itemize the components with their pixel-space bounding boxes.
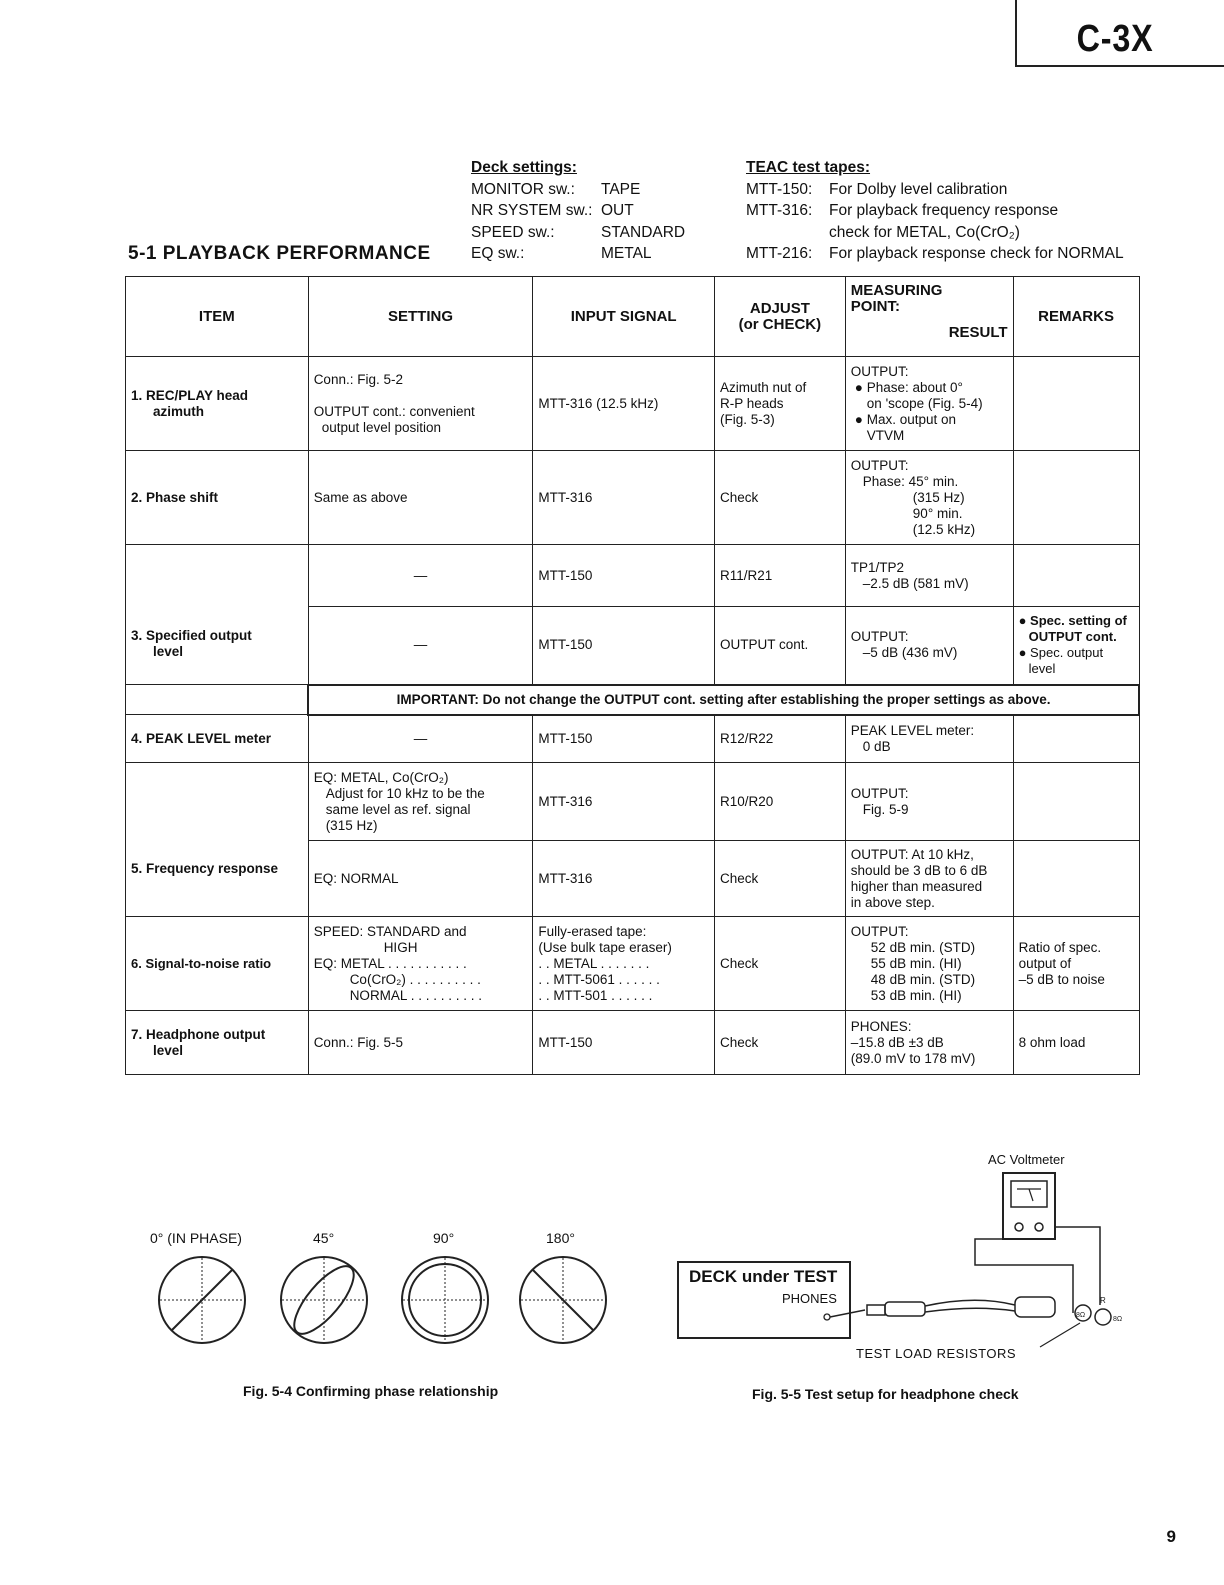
adjust-cell: R10/R20	[714, 763, 845, 841]
deck-under-test-label: DECK under TEST	[689, 1267, 838, 1286]
table-row	[126, 763, 1140, 841]
important-note: IMPORTANT: Do not change the OUTPUT cont. setting after establishing the proper settings as above.	[308, 685, 1139, 715]
adjust-cell: Check	[714, 841, 845, 917]
header-item: ITEM	[126, 277, 309, 357]
deck-setting-row: SPEED sw.: STANDARD	[471, 223, 686, 241]
fig-5-5-caption: Fig. 5-5 Test setup for headphone check	[752, 1386, 1019, 1402]
important-row	[126, 685, 1140, 715]
scope-180-deg	[520, 1257, 606, 1343]
measuring-cell: PHONES: –15.8 dB ±3 dB (89.0 mV to 178 mV)	[845, 1011, 1013, 1075]
adjust-cell: Check	[714, 917, 845, 1011]
test-tape-row: MTT-150: For Dolby level calibration	[746, 180, 1008, 198]
item-cell: 5. Frequency response	[126, 763, 309, 917]
playback-performance-table	[125, 276, 1140, 1075]
input-cell: MTT-316	[533, 841, 715, 917]
input-cell: MTT-150	[533, 607, 715, 685]
item-cell: 1. REC/PLAY head azimuth	[126, 357, 309, 451]
table-row	[126, 451, 1140, 545]
measuring-cell: OUTPUT: Fig. 5-9	[845, 763, 1013, 841]
fig-5-4-caption: Fig. 5-4 Confirming phase relationship	[243, 1383, 499, 1399]
setting-cell: EQ: METAL, Co(CrO₂) Adjust for 10 kHz to be the same level as ref. signal (315 Hz)	[308, 763, 533, 841]
table-row	[126, 1011, 1140, 1075]
adjust-cell: Check	[714, 1011, 845, 1075]
table-row	[126, 715, 1140, 763]
setting-cell: —	[308, 545, 533, 607]
adjust-cell: R11/R21	[714, 545, 845, 607]
resistor-r-label: R	[1100, 1296, 1106, 1305]
measuring-cell: OUTPUT: ● Phase: about 0° on 'scope (Fig. 5-4) ● Max. output on VTVM	[845, 357, 1013, 451]
phase-label-90: 90°	[433, 1230, 455, 1246]
remarks-cell	[1013, 451, 1139, 545]
test-tape-row: check for METAL, Co(CrO₂)	[829, 223, 1020, 241]
setting-cell: —	[308, 715, 533, 763]
deck-setting-row: MONITOR sw.: TAPE	[471, 180, 641, 198]
phase-label-45: 45°	[313, 1230, 335, 1246]
section-title: 5-1 PLAYBACK PERFORMANCE	[128, 243, 431, 264]
header-measuring: MEASURING POINT: RESULT	[845, 277, 1013, 357]
header-adjust: ADJUST (or CHECK)	[714, 277, 845, 357]
resistor-8-ohm-label: 8Ω	[1113, 1316, 1123, 1323]
measuring-cell: OUTPUT: 52 dB min. (STD) 55 dB min. (HI) 48 dB min. (STD) 53 dB min. (HI)	[845, 917, 1013, 1011]
phase-label-0: 0° (IN PHASE)	[150, 1230, 242, 1246]
header-setting: SETTING	[308, 277, 533, 357]
remarks-cell	[1013, 715, 1139, 763]
model-number: C-3X	[1077, 18, 1154, 60]
phone-plug	[867, 1305, 885, 1315]
setting-cell: Same as above	[308, 451, 533, 545]
setting-cell: SPEED: STANDARD and HIGH EQ: METAL . . . . . . . . . . . Co(CrO₂) . . . . . . . . . . NORMAL . . . . . . . . . .	[308, 917, 533, 1011]
input-cell: MTT-316 (12.5 kHz)	[533, 357, 715, 451]
deck-settings-title: Deck settings:	[471, 159, 577, 176]
input-cell: Fully-erased tape: (Use bulk tape eraser) . . METAL . . . . . . . . . MTT-5061 . . . . . . . . MTT-501 . . . . . .	[533, 917, 715, 1011]
deck-setting-row: NR SYSTEM sw.: OUT	[471, 202, 634, 219]
remarks-cell	[1013, 357, 1139, 451]
setting-cell: Conn.: Fig. 5-5	[308, 1011, 533, 1075]
remarks-cell: ● Spec. setting of OUTPUT cont. ● Spec. output level	[1013, 607, 1139, 685]
scope-45-deg	[281, 1257, 367, 1343]
deck-setting-row: EQ sw.: METAL	[471, 245, 652, 262]
item-cell: 6. Signal-to-noise ratio	[126, 917, 309, 1011]
table-header-row	[126, 277, 1140, 357]
test-tapes	[746, 157, 1124, 265]
item-cell: 4. PEAK LEVEL meter	[126, 715, 309, 763]
adjust-cell: R12/R22	[714, 715, 845, 763]
test-tapes-title: TEAC test tapes:	[746, 159, 871, 176]
adjust-cell: Azimuth nut of R-P heads (Fig. 5-3)	[714, 357, 845, 451]
remarks-cell	[1013, 763, 1139, 841]
test-tape-row: MTT-216: For playback response check for NORMAL	[746, 245, 1124, 262]
input-cell: MTT-150	[533, 545, 715, 607]
table-row	[126, 357, 1140, 451]
measuring-cell: TP1/TP2 –2.5 dB (581 mV)	[845, 545, 1013, 607]
test-load-resistors-label: TEST LOAD RESISTORS	[856, 1346, 1017, 1361]
scope-90-deg	[402, 1257, 488, 1343]
input-cell: MTT-150	[533, 715, 715, 763]
test-load-resistor	[1095, 1309, 1111, 1325]
remarks-cell: 8 ohm load	[1013, 1011, 1139, 1075]
deck-settings	[471, 157, 685, 265]
remarks-cell	[1013, 841, 1139, 917]
measuring-cell: OUTPUT: Phase: 45° min. (315 Hz) 90° min. (12.5 kHz)	[845, 451, 1013, 545]
item-cell: 2. Phase shift	[126, 451, 309, 545]
phones-label: PHONES	[782, 1291, 837, 1306]
measuring-cell: OUTPUT: –5 dB (436 mV)	[845, 607, 1013, 685]
phase-scope-diagrams	[150, 1250, 620, 1350]
input-cell: MTT-316	[533, 451, 715, 545]
resistor-8-ohm-label: 8Ω	[1076, 1312, 1086, 1319]
phase-label-180: 180°	[546, 1230, 575, 1246]
scope-0-deg	[159, 1257, 245, 1343]
item-cell: 7. Headphone output level	[126, 1011, 309, 1075]
setting-cell: —	[308, 607, 533, 685]
header-remarks: REMARKS	[1013, 277, 1139, 357]
setting-cell: Conn.: Fig. 5-2 OUTPUT cont.: convenient output level position	[308, 357, 533, 451]
remarks-cell	[1013, 545, 1139, 607]
item-cell: 3. Specified output level	[126, 545, 309, 685]
measuring-cell: OUTPUT: At 10 kHz, should be 3 dB to 6 dB higher than measured in above step.	[845, 841, 1013, 917]
input-cell: MTT-150	[533, 1011, 715, 1075]
voltmeter-display	[1011, 1181, 1047, 1207]
page-number: 9	[1166, 1527, 1176, 1546]
setting-cell: EQ: NORMAL	[308, 841, 533, 917]
headphone-test-setup-diagram	[675, 1165, 1145, 1355]
adjust-cell: OUTPUT cont.	[714, 607, 845, 685]
input-cell: MTT-316	[533, 763, 715, 841]
test-tape-row: MTT-316: For playback frequency response	[746, 202, 1059, 219]
voltmeter-terminal	[1035, 1223, 1043, 1231]
remarks-cell: Ratio of spec. output of –5 dB to noise	[1013, 917, 1139, 1011]
table-row	[126, 917, 1140, 1011]
table-row	[126, 545, 1140, 607]
voltmeter-terminal	[1015, 1223, 1023, 1231]
measuring-cell: PEAK LEVEL meter: 0 dB	[845, 715, 1013, 763]
ac-voltmeter-label: AC Voltmeter	[988, 1152, 1065, 1167]
adjust-cell: Check	[714, 451, 845, 545]
header-input-signal: INPUT SIGNAL	[533, 277, 715, 357]
